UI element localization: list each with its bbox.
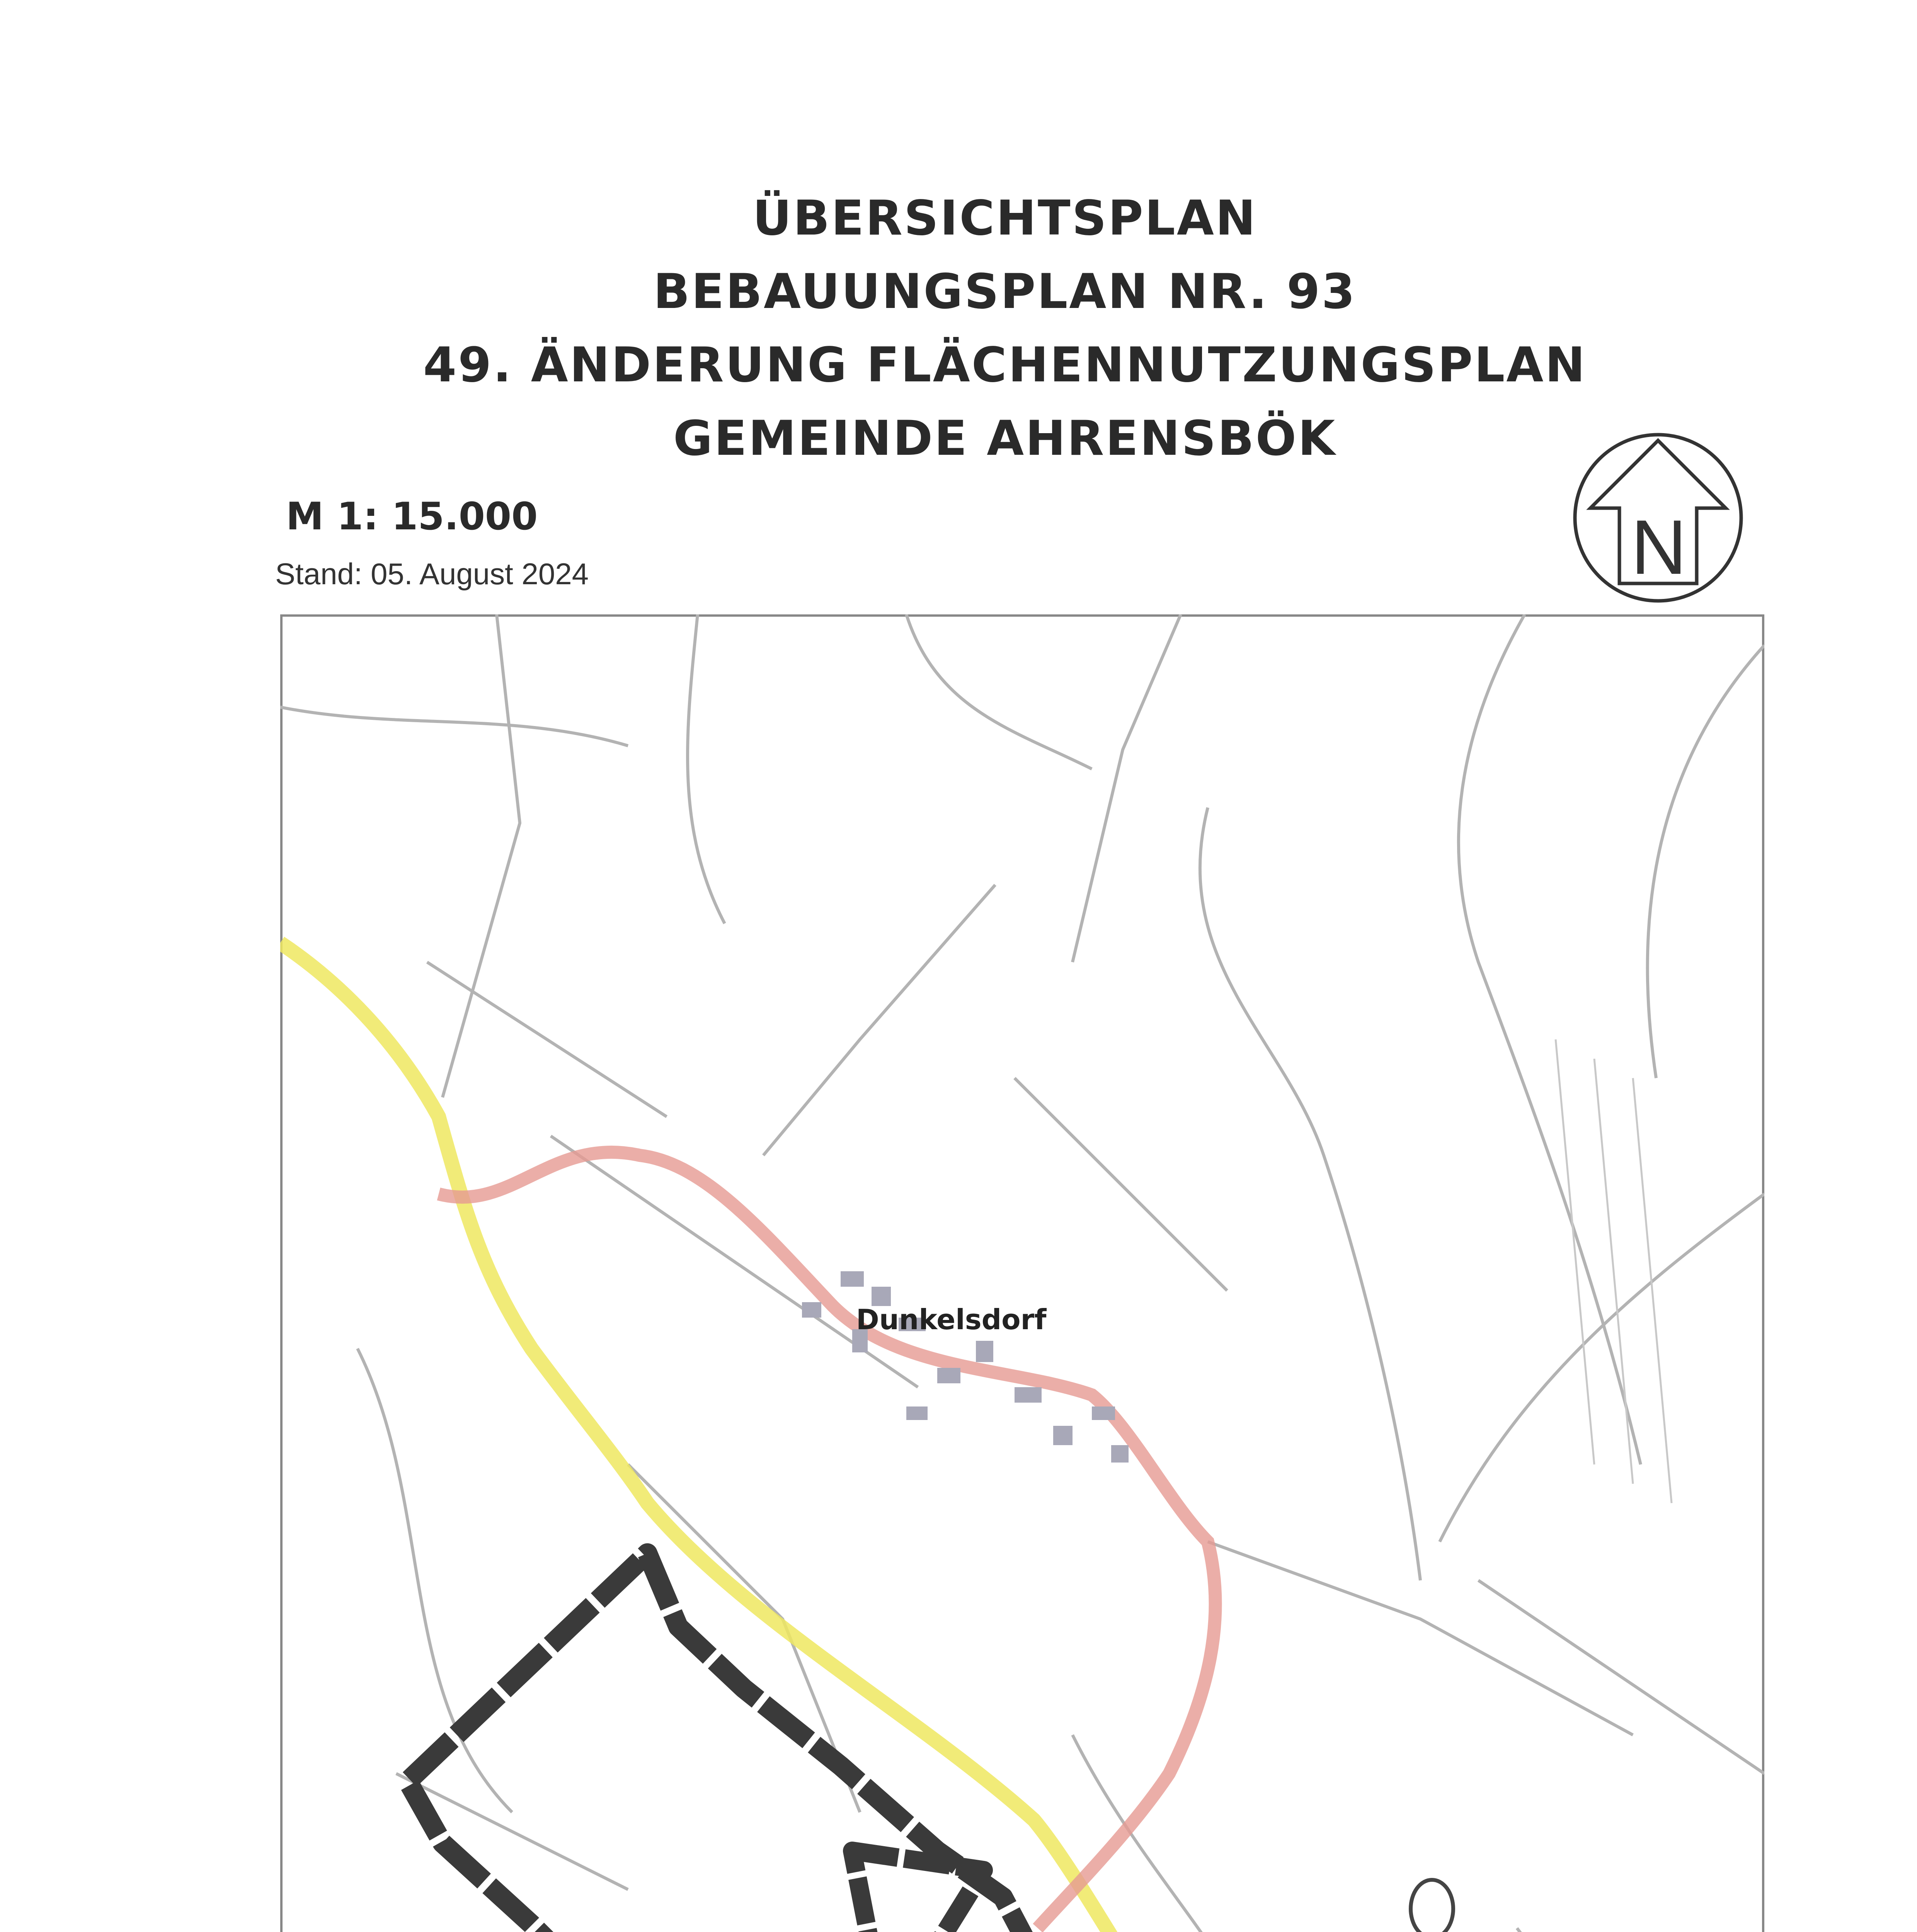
title-line-2: BEBAUUNGSPLAN NR. 93: [653, 264, 1357, 320]
place-label-dunkelsdorf: Dunkelsdorf: [856, 1303, 1047, 1336]
map-border: [281, 616, 1763, 1932]
stand-date: Stand: 05. August 2024: [275, 557, 589, 591]
scale-label: M 1: 15.000: [286, 495, 538, 539]
north-arrow-icon: [1569, 429, 1747, 607]
north-label: N: [1631, 504, 1687, 590]
title-line-3: 49. ÄNDERUNG FLÄCHENNUTZUNGSPLAN: [423, 337, 1587, 393]
title-line-4: GEMEINDE AHRENSBÖK: [673, 411, 1337, 466]
map-frame: [280, 614, 1764, 1932]
title-line-1: ÜBERSICHTSPLAN: [752, 190, 1257, 246]
